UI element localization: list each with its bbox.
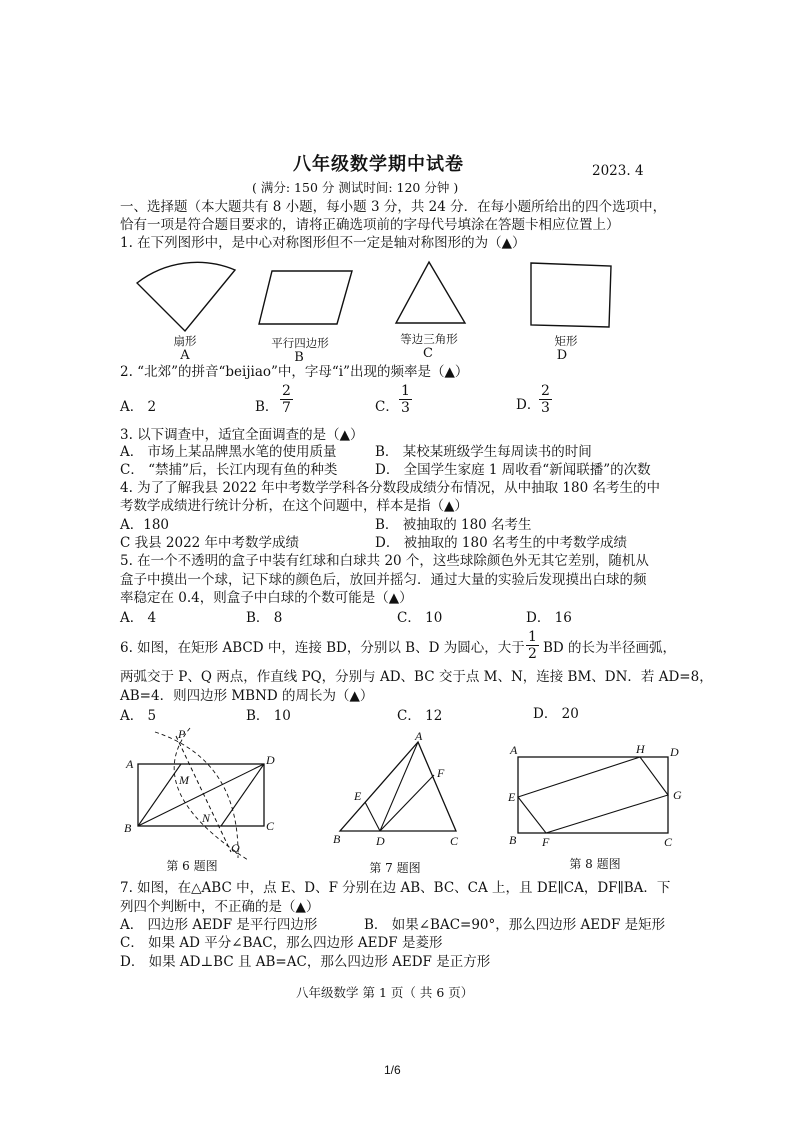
fig8-label-f: F: [542, 835, 550, 849]
q7-option-b: B． 如果∠BAC=90°，那么四边形 AEDF 是矩形: [364, 917, 666, 933]
q6-numerator: 1: [528, 629, 537, 645]
q5-line1: 5. 在一个不透明的盒子中装有红球和白球共 20 个，这些球除颜色外无其它差别，随机从: [120, 553, 649, 569]
q7-line2: 列四个判断中，不正确的是（▲）: [120, 899, 320, 915]
fig8-label-h: H: [636, 742, 645, 756]
q2-c-denominator: 3: [401, 400, 410, 416]
fig6-label-d: D: [266, 753, 275, 767]
q5-option-a: A． 4: [120, 610, 157, 626]
fig8-label-a: A: [510, 743, 518, 757]
q2-option-d-label: D．: [516, 397, 541, 413]
q7-line1: 7. 如图，在△ABC 中，点 E、D、F 分别在边 AB、BC、CA 上，且 DE∥CA，DF∥BA．下: [120, 880, 671, 896]
q2-stem: 2. “北郊”的拼音“beijiao”中，字母“i”出现的频率是（▲）: [120, 364, 469, 380]
page-number: 1/6: [384, 1063, 401, 1077]
fig8-label-g: G: [673, 788, 682, 802]
fig7-caption: 第 7 题图: [369, 861, 421, 875]
fig8-parallelogram-ehgf: [518, 757, 668, 833]
q3-option-a: A． 市场上某品牌黑水笔的使用质量: [120, 444, 337, 460]
fig8-label-d: D: [670, 745, 679, 759]
q6-option-b: B． 10: [246, 708, 291, 724]
q2-b-numerator: 2: [282, 383, 291, 399]
q6-option-c: C． 12: [397, 708, 443, 724]
fig7-label-b: B: [333, 832, 341, 846]
fig6-label-n: N: [202, 811, 211, 825]
q4-option-b: B． 被抽取的 180 名考生: [375, 517, 532, 533]
page-footer: 八年级数学 第 1 页（ 共 6 页）: [296, 985, 474, 1000]
section-intro-line1: 一、选择题（本大题共有 8 小题，每小题 3 分，共 24 分．在每小题所给出的四个选项中，: [120, 199, 667, 215]
exam-meta: ( 满分: 150 分 测试时间: 120 分钟 ): [252, 180, 459, 195]
fig8-rectangle: [518, 757, 668, 833]
q5-option-d: D． 16: [526, 610, 572, 626]
q7-option-c: C． 如果 AD 平分∠BAC，那么四边形 AEDF 是菱形: [120, 935, 443, 951]
shape-letter-b: B: [294, 350, 304, 365]
fig7-label-d: D: [376, 834, 385, 848]
q6-denominator: 2: [528, 646, 537, 662]
fig6-label-p: P: [178, 727, 186, 741]
q7-option-a: A． 四边形 AEDF 是平行四边形: [120, 917, 318, 933]
q1-stem: 1. 在下列图形中，是中心对称图形但不一定是轴对称图形的为（▲）: [120, 235, 526, 251]
fig7-label-a: A: [415, 729, 423, 743]
fig8-label-b: B: [509, 833, 517, 847]
q2-option-a: A． 2: [120, 399, 157, 415]
q6-line2: 两弧交于 P、Q 两点，作直线 PQ，分别与 AD、BC 交于点 M、N，连接 BM、DN．若 AD=8，: [120, 669, 713, 685]
q3-stem: 3. 以下调查中，适宜全面调查的是（▲）: [120, 427, 364, 443]
fig6-label-q: Q: [231, 841, 240, 855]
fig7-label-c: C: [450, 834, 459, 848]
fig6-caption: 第 6 题图: [166, 859, 218, 873]
q3-option-c: C． “禁捕”后，长江内现有鱼的种类: [120, 462, 338, 478]
q4-option-c: C 我县 2022 年中考数学成绩: [120, 535, 300, 551]
q2-d-denominator: 3: [541, 400, 550, 416]
fig6-label-m: M: [179, 773, 189, 787]
exam-date: 2023. 4: [592, 163, 644, 179]
q5-line3: 率稳定在 0.4，则盒子中白球的个数可能是（▲）: [120, 590, 413, 606]
q2-option-c-label: C．: [375, 399, 399, 415]
fig7-label-e: E: [354, 789, 362, 803]
q4-option-a: A．180: [120, 517, 170, 533]
q6-line1-part2: BD 的长为半径画弧，: [543, 640, 677, 656]
fig7-label-f: F: [437, 766, 445, 780]
section-intro-line2: 恰有一项是符合题目要求的，请将正确选项前的字母代号填涂在答题卡相应位置上）: [120, 217, 620, 233]
q2-b-denominator: 7: [282, 400, 291, 416]
shape-name-a: 扇形: [173, 334, 197, 348]
fig8-label-c: C: [664, 835, 673, 849]
q2-option-b-label: B．: [255, 399, 279, 415]
q2-d-numerator: 2: [541, 383, 550, 399]
fig6-label-a: A: [126, 757, 134, 771]
fig6-label-c: C: [266, 819, 275, 833]
q6-line3: AB=4．则四边形 MBND 的周长为（▲）: [120, 688, 374, 704]
q6-line1-part1: 6. 如图，在矩形 ABCD 中，连接 BD，分别以 B、D 为圆心，大于: [120, 640, 525, 656]
q5-option-b: B． 8: [246, 610, 283, 626]
fig8-caption: 第 8 题图: [569, 857, 621, 871]
q7-option-d: D． 如果 AD⊥BC 且 AB=AC，那么四边形 AEDF 是正方形: [120, 954, 491, 970]
q5-line2: 盒子中摸出一个球，记下球的颜色后，放回并摇匀．通过大量的实验后发现摸出白球的频: [120, 572, 647, 588]
shape-letter-a: A: [180, 348, 190, 363]
q2-c-numerator: 1: [401, 383, 410, 399]
fig6-label-b: B: [124, 821, 132, 835]
q4-line1: 4. 为了了解我县 2022 年中考数学学科各分数段成绩分布情况，从中抽取 180 名考生的中: [120, 480, 660, 496]
q4-line2: 考数学成绩进行统计分析，在这个问题中，样本是指（▲）: [120, 498, 468, 514]
shape-letter-c: C: [423, 346, 433, 361]
q6-option-d: D． 20: [533, 706, 579, 722]
q4-option-d: D． 被抽取的 180 名考生的中考数学成绩: [375, 535, 627, 551]
q3-option-b: B． 某校某班级学生每周读书的时间: [375, 444, 592, 460]
fig8-label-e: E: [508, 790, 516, 804]
q6-option-a: A． 5: [120, 708, 157, 724]
shape-name-c: 等边三角形: [400, 332, 458, 346]
exam-title: 八年级数学期中试卷: [293, 154, 464, 175]
shape-name-b: 平行四边形: [271, 336, 329, 350]
q3-option-d: D． 全国学生家庭 1 周收看“新闻联播”的次数: [375, 462, 651, 478]
q5-option-c: C． 10: [397, 610, 443, 626]
shape-letter-d: D: [556, 348, 568, 363]
shape-name-d: 矩形: [554, 334, 578, 348]
